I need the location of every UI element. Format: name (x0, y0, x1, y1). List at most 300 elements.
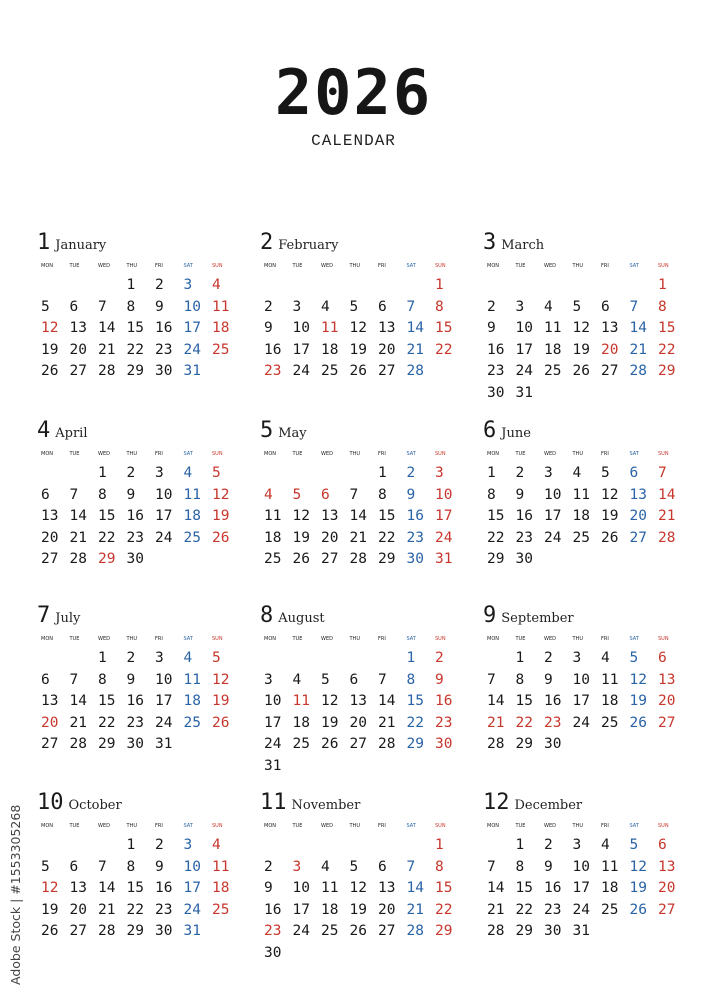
weekday-label: TUE (515, 263, 526, 269)
day-cell: 23 (406, 529, 424, 546)
day-cell: 25 (601, 714, 619, 731)
stock-credit: Adobe Stock | #1553305268 (8, 804, 23, 985)
day-cell: 17 (544, 508, 562, 524)
day-cell: 23 (487, 363, 505, 379)
day-cell: 17 (572, 880, 590, 896)
day-cell: 27 (41, 736, 59, 752)
day-cell: 11 (321, 880, 339, 896)
day-cell: 18 (212, 880, 230, 896)
day-cell: 20 (378, 901, 396, 918)
weekday-header (260, 822, 465, 831)
day-cell: 5 (212, 650, 221, 666)
month-january (37, 230, 242, 383)
day-cell: 13 (41, 508, 59, 524)
day-grid (37, 463, 242, 571)
day-cell: 31 (183, 363, 201, 379)
day-cell: 4 (544, 298, 553, 315)
day-grid (260, 648, 465, 777)
day-cell: 8 (487, 486, 496, 503)
day-cell: 27 (69, 363, 87, 379)
day-cell: 30 (544, 923, 562, 939)
day-cell: 24 (515, 363, 533, 379)
day-grid (483, 463, 688, 571)
empty-cell (403, 275, 432, 297)
day-cell: 17 (515, 341, 533, 358)
month-number: 11 (260, 790, 287, 815)
empty-cell (483, 275, 512, 297)
weekday-label: SUN (658, 451, 669, 457)
day-cell: 4 (601, 837, 610, 853)
day-cell: 3 (435, 465, 444, 481)
day-cell: 20 (349, 714, 367, 731)
day-cell: 1 (487, 465, 496, 481)
day-cell: 31 (183, 923, 201, 939)
day-cell: 22 (515, 901, 533, 918)
day-cell: 15 (378, 508, 396, 524)
day-cell: 27 (349, 736, 367, 752)
day-cell: 11 (264, 508, 282, 524)
empty-cell (317, 835, 346, 857)
day-cell: 17 (292, 341, 310, 358)
year-title: 2026 (274, 56, 433, 129)
day-cell: 17 (183, 880, 201, 896)
day-cell: 9 (544, 671, 553, 688)
day-cell: 16 (544, 693, 562, 709)
day-cell: 26 (212, 714, 230, 731)
empty-cell (37, 275, 66, 297)
day-cell: 12 (292, 508, 310, 524)
month-december (483, 790, 688, 943)
day-cell: 1 (435, 277, 444, 293)
day-cell: 1 (98, 465, 107, 481)
weekday-label: FRI (155, 263, 163, 269)
day-cell: 18 (601, 693, 619, 709)
empty-cell (37, 648, 66, 670)
weekday-label: FRI (378, 636, 386, 642)
day-cell: 20 (41, 529, 59, 546)
weekday-label: MON (41, 636, 53, 642)
month-number: 6 (483, 418, 497, 443)
empty-cell (346, 648, 375, 670)
day-cell: 4 (321, 298, 330, 315)
day-cell: 20 (69, 341, 87, 358)
day-cell: 24 (155, 529, 173, 546)
weekday-header (37, 450, 242, 459)
day-cell: 10 (292, 320, 310, 336)
weekday-label: MON (487, 636, 499, 642)
day-grid (260, 835, 465, 964)
weekday-label: SAT (406, 263, 416, 269)
weekday-label: WED (98, 636, 110, 642)
day-cell: 10 (155, 671, 173, 688)
day-cell: 8 (98, 671, 107, 688)
day-cell: 17 (292, 901, 310, 918)
day-cell: 3 (264, 671, 273, 688)
day-cell: 14 (378, 693, 396, 709)
weekday-label: MON (487, 263, 499, 269)
day-cell: 17 (183, 320, 201, 336)
day-cell: 12 (349, 320, 367, 336)
day-cell: 11 (183, 671, 201, 688)
day-cell: 30 (515, 551, 533, 567)
day-cell: 12 (629, 671, 647, 688)
day-cell: 21 (378, 714, 396, 731)
empty-cell (374, 275, 403, 297)
day-grid (260, 463, 465, 571)
month-july (37, 603, 242, 756)
weekday-label: THU (126, 636, 137, 642)
day-cell: 15 (406, 693, 424, 709)
weekday-label: FRI (155, 451, 163, 457)
weekday-label: SAT (629, 636, 639, 642)
weekday-label: SAT (406, 823, 416, 829)
day-cell: 5 (629, 837, 639, 853)
day-cell: 10 (183, 298, 201, 315)
weekday-header (37, 262, 242, 271)
weekday-label: TUE (69, 263, 80, 269)
day-cell: 13 (349, 693, 367, 709)
day-cell: 25 (183, 529, 201, 546)
day-cell: 7 (349, 486, 359, 503)
month-september (483, 603, 688, 756)
day-cell: 6 (378, 298, 387, 315)
day-cell: 21 (629, 341, 647, 358)
day-cell: 16 (126, 693, 144, 709)
day-cell: 27 (658, 901, 676, 918)
weekday-label: WED (544, 823, 556, 829)
day-cell: 15 (126, 320, 144, 336)
day-cell: 1 (126, 837, 136, 853)
day-cell: 24 (544, 529, 562, 546)
day-cell: 8 (98, 486, 107, 503)
day-cell: 18 (183, 693, 201, 709)
weekday-label: MON (264, 823, 276, 829)
weekday-label: SAT (183, 263, 193, 269)
day-cell: 19 (349, 341, 367, 358)
month-name: February (278, 238, 339, 253)
day-cell: 11 (212, 298, 230, 315)
month-number: 1 (37, 230, 51, 255)
weekday-label: WED (544, 451, 556, 457)
weekday-label: MON (41, 823, 53, 829)
day-cell: 6 (601, 298, 610, 315)
weekday-label: WED (544, 636, 556, 642)
day-cell: 21 (406, 901, 424, 918)
month-header (260, 230, 465, 256)
day-cell: 4 (321, 858, 330, 875)
day-cell: 1 (98, 650, 107, 666)
day-cell: 9 (155, 858, 164, 875)
day-cell: 26 (212, 529, 230, 546)
day-cell: 6 (658, 837, 667, 853)
day-cell: 10 (572, 671, 590, 688)
weekday-label: THU (572, 636, 583, 642)
day-cell: 8 (378, 486, 387, 503)
month-header (483, 418, 688, 444)
weekday-label: SUN (212, 636, 223, 642)
empty-cell (289, 835, 318, 857)
day-cell: 14 (98, 320, 116, 336)
day-cell: 22 (435, 901, 453, 918)
weekday-label: THU (126, 451, 137, 457)
day-cell: 8 (126, 858, 136, 875)
day-cell: 17 (264, 714, 282, 731)
day-cell: 19 (292, 529, 310, 546)
day-cell: 21 (98, 341, 116, 358)
day-cell: 13 (321, 508, 339, 524)
day-cell: 21 (69, 529, 87, 546)
day-cell: 2 (155, 277, 164, 293)
day-grid (260, 275, 465, 383)
day-cell: 24 (572, 714, 590, 731)
month-number: 10 (37, 790, 64, 815)
weekday-label: THU (572, 823, 583, 829)
day-cell: 4 (292, 671, 302, 688)
empty-cell (66, 275, 95, 297)
day-cell: 10 (435, 486, 453, 503)
day-cell: 7 (98, 858, 107, 875)
day-cell: 14 (69, 508, 87, 524)
day-cell: 26 (572, 363, 590, 379)
day-cell: 14 (69, 693, 87, 709)
day-cell: 30 (126, 551, 144, 567)
weekday-label: THU (572, 451, 583, 457)
day-cell: 8 (406, 671, 416, 688)
weekday-label: TUE (515, 636, 526, 642)
day-cell: 15 (435, 880, 453, 896)
day-cell: 13 (378, 880, 396, 896)
weekday-label: FRI (601, 263, 609, 269)
month-header (260, 418, 465, 444)
day-cell: 30 (155, 363, 173, 379)
day-cell: 12 (572, 320, 590, 336)
day-cell: 27 (41, 551, 59, 567)
day-cell: 6 (629, 465, 639, 481)
day-cell: 7 (629, 298, 639, 315)
month-header (37, 230, 242, 256)
day-cell: 7 (658, 465, 667, 481)
day-cell: 16 (435, 693, 453, 709)
weekday-header (260, 450, 465, 459)
day-cell: 30 (126, 736, 144, 752)
day-cell: 5 (41, 298, 50, 315)
day-cell: 6 (658, 650, 667, 666)
day-cell: 21 (69, 714, 87, 731)
empty-cell (374, 835, 403, 857)
day-cell: 3 (183, 837, 193, 853)
day-cell: 29 (515, 736, 533, 752)
day-cell: 18 (572, 508, 590, 524)
weekday-label: FRI (155, 636, 163, 642)
empty-cell (483, 835, 512, 857)
day-cell: 31 (264, 757, 282, 774)
day-cell: 9 (126, 486, 136, 503)
month-name: March (501, 238, 545, 253)
day-cell: 20 (69, 901, 87, 918)
day-cell: 22 (126, 341, 144, 358)
day-cell: 20 (378, 341, 396, 358)
weekday-label: WED (321, 823, 333, 829)
weekday-label: THU (349, 823, 360, 829)
day-cell: 26 (629, 901, 647, 918)
day-cell: 28 (406, 923, 424, 939)
month-august (260, 603, 465, 777)
empty-cell (346, 275, 375, 297)
day-cell: 3 (572, 837, 582, 853)
day-cell: 5 (292, 486, 302, 503)
day-cell: 16 (544, 880, 562, 896)
empty-cell (626, 275, 655, 297)
day-cell: 14 (487, 693, 505, 709)
day-cell: 30 (155, 923, 173, 939)
day-cell: 7 (98, 298, 107, 315)
day-cell: 13 (658, 858, 676, 875)
day-cell: 23 (126, 529, 144, 546)
empty-cell (66, 648, 95, 670)
empty-cell (94, 835, 123, 857)
month-name: November (291, 798, 361, 813)
day-cell: 4 (572, 465, 582, 481)
weekday-header (483, 450, 688, 459)
day-cell: 7 (487, 671, 496, 688)
weekday-label: SUN (658, 823, 669, 829)
weekday-label: WED (98, 451, 110, 457)
day-cell: 26 (41, 923, 59, 939)
empty-cell (260, 275, 289, 297)
day-cell: 6 (41, 671, 50, 688)
weekday-label: THU (126, 823, 137, 829)
weekday-label: SUN (435, 823, 446, 829)
empty-cell (346, 835, 375, 857)
day-cell: 11 (183, 486, 201, 503)
day-cell: 28 (658, 529, 676, 546)
day-cell: 31 (515, 384, 533, 401)
empty-cell (289, 275, 318, 297)
day-cell: 9 (155, 298, 164, 315)
day-cell: 2 (406, 465, 416, 481)
day-cell: 2 (155, 837, 164, 853)
day-cell: 25 (264, 551, 282, 567)
day-cell: 28 (349, 551, 367, 567)
month-number: 7 (37, 603, 51, 628)
day-cell: 3 (292, 298, 302, 315)
day-cell: 23 (264, 923, 282, 939)
day-grid (37, 275, 242, 383)
day-cell: 28 (98, 923, 116, 939)
month-name: September (501, 611, 574, 626)
day-cell: 7 (406, 298, 416, 315)
day-cell: 25 (183, 714, 201, 731)
empty-cell (66, 463, 95, 485)
day-cell: 7 (69, 671, 79, 688)
day-cell: 3 (183, 277, 193, 293)
day-cell: 11 (601, 858, 619, 875)
day-cell: 1 (658, 277, 667, 293)
day-cell: 15 (658, 320, 676, 336)
day-cell: 30 (544, 736, 562, 752)
day-cell: 18 (601, 880, 619, 896)
day-cell: 1 (126, 277, 136, 293)
day-cell: 27 (658, 714, 676, 731)
weekday-label: SUN (435, 636, 446, 642)
empty-cell (317, 648, 346, 670)
month-number: 8 (260, 603, 274, 628)
empty-cell (66, 835, 95, 857)
weekday-label: THU (126, 263, 137, 269)
day-cell: 29 (126, 923, 144, 939)
weekday-label: MON (264, 263, 276, 269)
day-cell: 25 (321, 923, 339, 939)
empty-cell (483, 648, 512, 670)
day-cell: 13 (601, 320, 619, 336)
day-cell: 20 (41, 714, 59, 731)
day-cell: 18 (183, 508, 201, 524)
day-cell: 17 (155, 693, 173, 709)
day-cell: 31 (572, 923, 590, 939)
day-cell: 28 (487, 923, 505, 939)
day-cell: 8 (515, 858, 525, 875)
day-cell: 13 (41, 693, 59, 709)
day-cell: 16 (126, 508, 144, 524)
day-cell: 15 (98, 508, 116, 524)
weekday-label: FRI (378, 263, 386, 269)
day-cell: 15 (435, 320, 453, 336)
day-cell: 3 (155, 465, 164, 481)
weekday-label: WED (321, 451, 333, 457)
day-cell: 27 (601, 363, 619, 379)
day-cell: 9 (406, 486, 416, 503)
day-cell: 15 (98, 693, 116, 709)
day-cell: 1 (406, 650, 416, 666)
weekday-header (260, 262, 465, 271)
day-cell: 2 (264, 298, 273, 315)
day-cell: 25 (544, 363, 562, 379)
day-cell: 19 (212, 693, 230, 709)
day-cell: 1 (378, 465, 387, 481)
day-cell: 6 (349, 671, 359, 688)
day-cell: 26 (349, 363, 367, 379)
weekday-header (37, 822, 242, 831)
day-cell: 24 (435, 529, 453, 546)
weekday-label: TUE (292, 636, 303, 642)
day-cell: 22 (98, 529, 116, 546)
empty-cell (260, 648, 289, 670)
day-cell: 12 (321, 693, 339, 709)
month-may (260, 418, 465, 571)
weekday-label: MON (264, 636, 276, 642)
day-cell: 29 (435, 923, 453, 939)
weekday-label: WED (544, 263, 556, 269)
weekday-label: SUN (212, 823, 223, 829)
day-cell: 29 (98, 551, 116, 567)
day-cell: 2 (544, 837, 553, 853)
day-cell: 5 (349, 858, 359, 875)
day-cell: 24 (183, 341, 201, 358)
weekday-label: SAT (183, 636, 193, 642)
empty-cell (260, 463, 289, 485)
weekday-label: FRI (378, 451, 386, 457)
day-grid (483, 835, 688, 943)
day-cell: 4 (264, 486, 273, 503)
day-cell: 18 (212, 320, 230, 336)
day-cell: 9 (544, 858, 553, 875)
day-cell: 5 (629, 650, 639, 666)
day-cell: 19 (321, 714, 339, 731)
day-cell: 23 (155, 901, 173, 918)
day-cell: 20 (658, 880, 676, 896)
weekday-label: TUE (69, 636, 80, 642)
weekday-label: FRI (155, 823, 163, 829)
